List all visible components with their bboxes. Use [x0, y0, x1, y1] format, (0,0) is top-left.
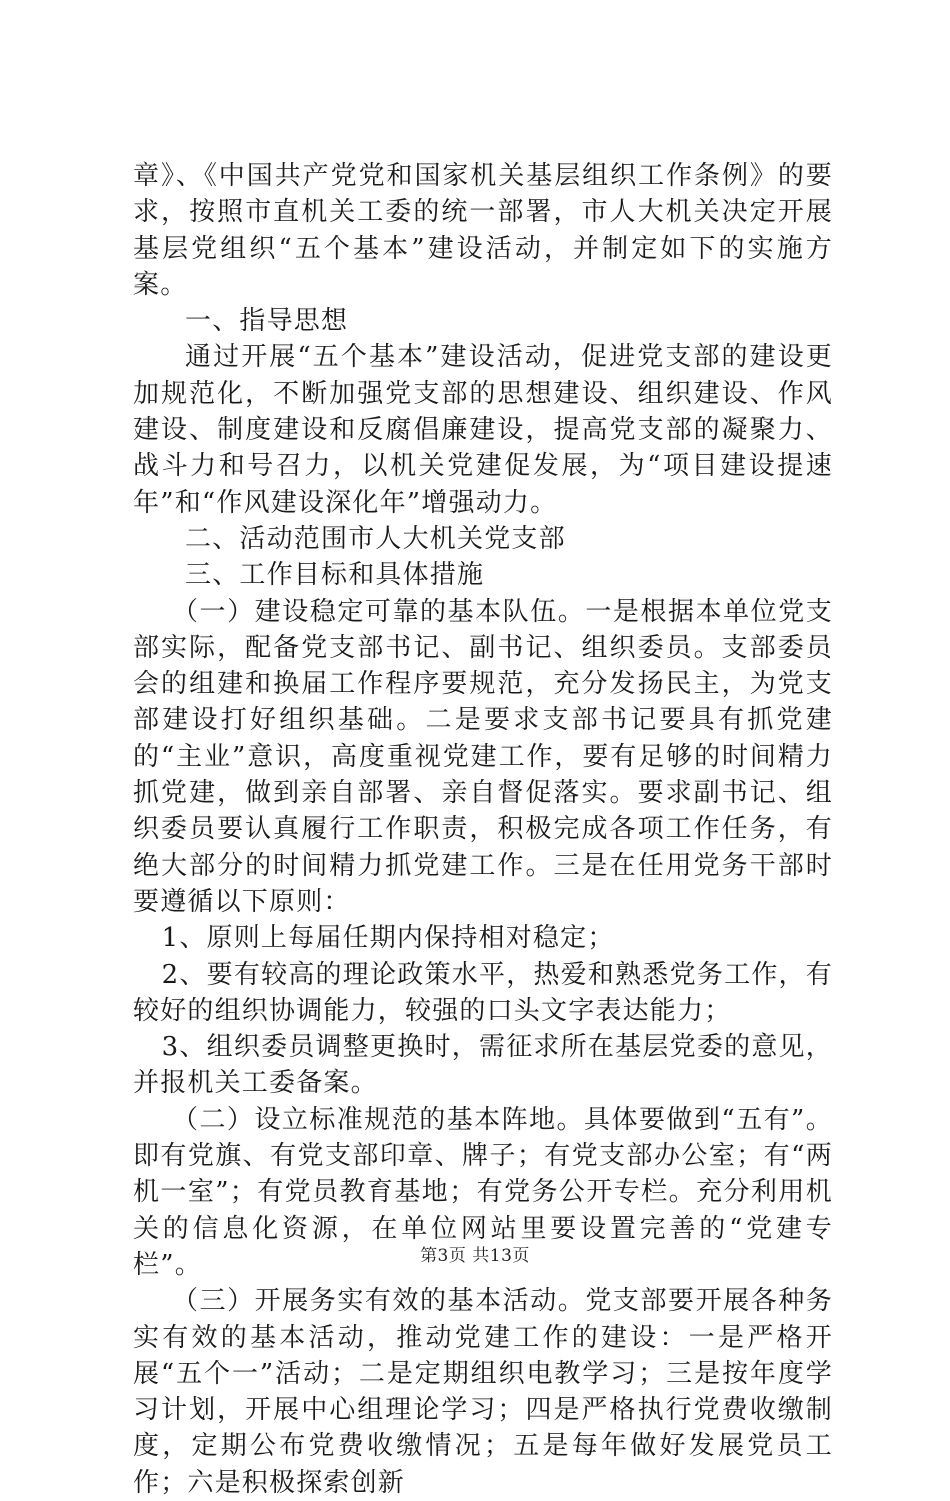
- list-item-principle-2: 2、要有较高的理论政策水平，热爱和熟悉党务工作，有较好的组织协调能力，较强的口头文字表达能力；: [133, 959, 833, 1026]
- paragraph-intro: 章》、《中国共产党党和国家机关基层组织工作条例》的要求，按照市直机关工委的统一部署，市人大机关决定开展基层党组织“五个基本”建设活动，并制定如下的实施方案。: [133, 161, 833, 300]
- paragraph-measure-2: （二）设立标准规范的基本阵地。具体要做到“五有”。即有党旗、有党支部印章、牌子；有党支部办公室；有“两机一室”；有党员教育基地；有党务公开专栏。充分利用机关的信息化资源，在单位网站里要设置完善的“党建专栏”。: [133, 1104, 833, 1280]
- paragraph-measure-3: （三）开展务实有效的基本活动。党支部要开展各种务实有效的基本活动，推动党建工作的建设：一是严格开展“五个一”活动；二是定期组织电教学习；三是按年度学习计划，开展中心组理论学习；四是严格执行党费收缴制度，定期公布党费收缴情况；五是每年做好发展党员工作；六是积极探索创新: [133, 1286, 833, 1498]
- heading-goals-measures: 三、工作目标和具体措施: [185, 560, 485, 591]
- heading-activity-scope: 二、活动范围市人大机关党支部: [185, 523, 566, 554]
- paragraph-guiding-ideology: 通过开展“五个基本”建设活动，促进党支部的建设更加规范化，不断加强党支部的思想建设、组织建设、作风建设、制度建设和反腐倡廉建设，提高党支部的凝聚力、战斗力和号召力，以机关党建促发展，为“项目建设提速年”和“作风建设深化年”增强动力。: [133, 342, 833, 518]
- heading-guiding-ideology: 一、指导思想: [185, 306, 349, 337]
- list-item-principle-3: 3、组织委员调整更换时，需征求所在基层党委的意见，并报机关工委备案。: [133, 1032, 833, 1099]
- paragraph-measure-1: （一）建设稳定可靠的基本队伍。一是根据本单位党支部实际，配备党支部书记、副书记、组织委员。支部委员会的组建和换届工作程序要规范，充分发扬民主，为党支部建设打好组织基础。二是要求支部书记要具有抓党建的“主业”意识，高度重视党建工作，要有足够的时间精力抓党建，做到亲自部署、亲自督促落实。要求副书记、组织委员要认真履行工作职责，积极完成各项工作任务，有绝大部分的时间精力抓党建工作。三是在任用党务干部时要遵循以下原则：: [133, 596, 833, 917]
- page-footer: 第3页 共13页: [420, 1246, 530, 1266]
- list-item-principle-1: 1、原则上每届任期内保持相对稳定；: [161, 923, 615, 954]
- document-body: [133, 158, 833, 1501]
